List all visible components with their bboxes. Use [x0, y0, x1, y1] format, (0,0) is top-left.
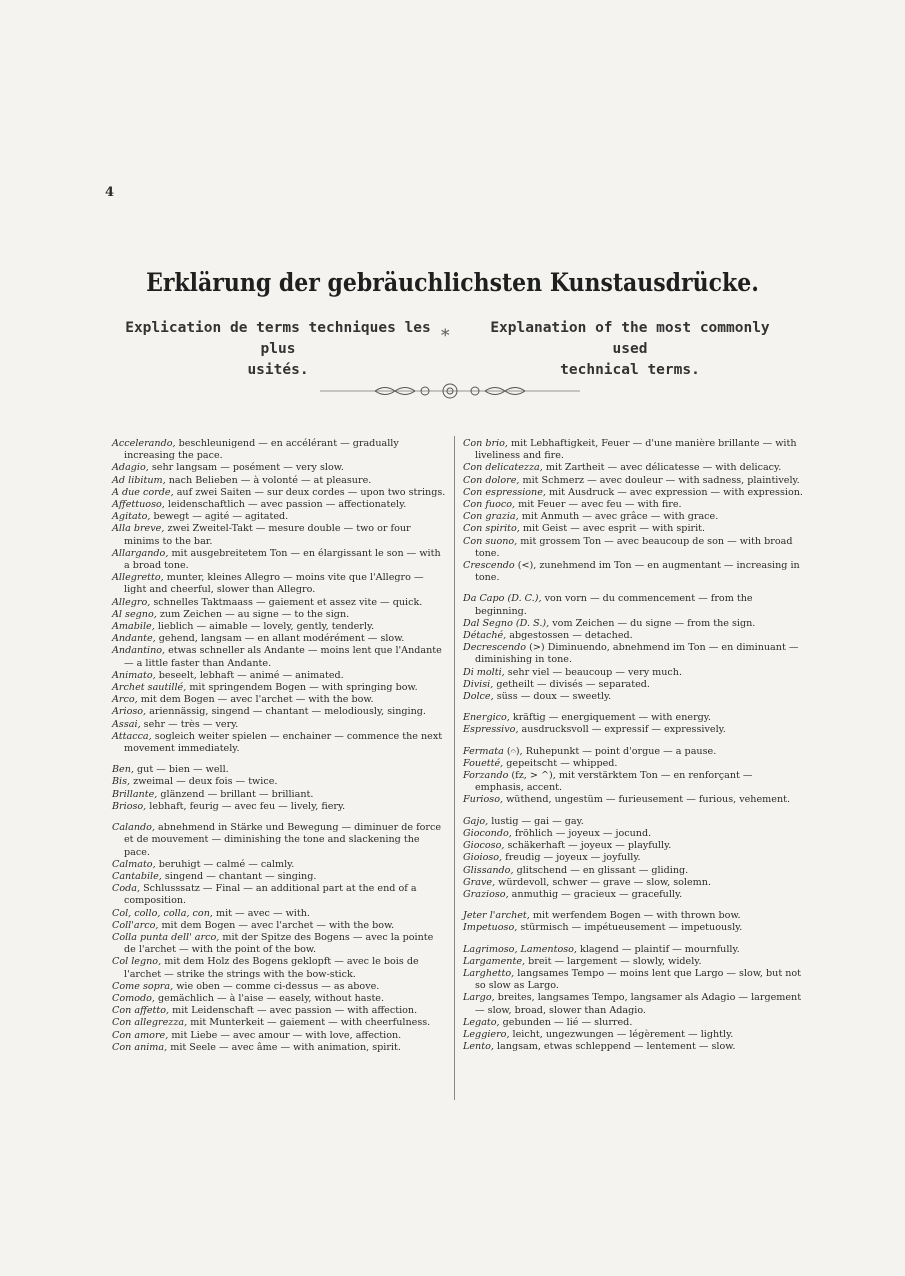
subtitle-english	[470, 318, 790, 381]
glossary-entry	[463, 877, 803, 889]
glossary-entry	[463, 667, 803, 679]
glossary-entry	[112, 1030, 446, 1042]
glossary-definition: mit Schmerz — avec douleur — with sadness, plaintively.	[519, 474, 800, 486]
glossary-term: Divisi,	[463, 678, 494, 690]
glossary-definition: langsames Tempo — moins lent que Largo — slow, but not so slow as Largo.	[475, 967, 802, 992]
glossary-entry	[112, 499, 446, 511]
glossary-definition: gut — bien — well.	[133, 764, 229, 776]
glossary-term: Di molti,	[463, 666, 505, 678]
glossary-term: Grazioso,	[463, 888, 509, 900]
glossary-definition: beschleunigend — en accélérant — gradually increasing the pace.	[124, 438, 399, 462]
glossary-entry	[463, 758, 803, 770]
glossary-definition: mit — avec — with.	[212, 907, 310, 919]
glossary-definition: wüthend, ungestüm — furieusement — furious, vehement.	[503, 794, 791, 806]
glossary-term: Fermata	[463, 745, 504, 757]
glossary-entry	[463, 992, 803, 1016]
glossary-term: Con amore,	[112, 1029, 169, 1041]
glossary-definition: mit dem Holz des Bogens geklopft — avec le bois de l'archet — strike the strings with the bow-stick.	[124, 956, 419, 980]
glossary-definition: wie oben — comme ci-dessus — as above.	[173, 980, 380, 992]
glossary-term: Amabile,	[112, 621, 155, 633]
glossary-entry	[112, 682, 446, 694]
column-divider	[454, 436, 455, 1100]
glossary-definition: mit Liebe — avec amour — with love, affection.	[168, 1029, 402, 1041]
glossary-definition: zwei Zweitel-Takt — mesure double — two or four minims to the bar.	[124, 523, 411, 547]
glossary-entry	[112, 789, 446, 801]
glossary-term: Col legno,	[112, 956, 162, 968]
glossary-definition: freudig — joyeux — joyfully.	[502, 852, 641, 864]
glossary-term: Forzando	[463, 770, 509, 782]
glossary-group	[112, 438, 446, 755]
glossary-entry	[463, 618, 803, 630]
glossary-entry	[463, 511, 803, 523]
glossary-definition: beruhigt — calmé — calmly.	[155, 858, 295, 870]
glossary-entry	[463, 724, 803, 736]
subtitle-french-line1: Explication de terms techniques les plus	[125, 320, 431, 357]
glossary-group	[463, 712, 803, 736]
glossary-definition: abgestossen — detached.	[506, 630, 633, 642]
glossary-definition: sehr viel — beaucoup — very much.	[504, 666, 683, 678]
glossary-definition: munter, kleines Allegro — moins vite que l'Allegro — light and cheerful, slower than Allegro.	[124, 572, 424, 596]
glossary-entry	[463, 438, 803, 462]
glossary-group	[112, 822, 446, 1054]
glossary-definition: leidenschaftlich — avec passion — affectionately.	[164, 499, 407, 511]
glossary-definition: mit Feuer — avec feu — with fire.	[515, 499, 682, 511]
glossary-entry	[463, 462, 803, 474]
glossary-entry	[112, 523, 446, 547]
glossary-entry	[112, 1017, 446, 1029]
glossary-entry	[112, 572, 446, 596]
glossary-entry	[463, 840, 803, 852]
glossary-entry	[463, 630, 803, 642]
glossary-entry	[463, 1041, 803, 1053]
glossary-term: Allegretto,	[112, 572, 164, 584]
glossary-group	[463, 816, 803, 901]
glossary-definition: mit Zartheit — avec délicatesse — with delicacy.	[542, 462, 782, 474]
glossary-definition: sogleich weiter spielen — enchainer — commence the next movement immediately.	[124, 730, 443, 755]
glossary-entry	[112, 822, 446, 859]
glossary-entry	[112, 487, 446, 499]
glossary-definition: stürmisch — impétueusement — impetuously.	[517, 922, 743, 934]
glossary-term: Coll'arco,	[112, 919, 159, 931]
glossary-term: Espressivo,	[463, 724, 519, 736]
glossary-term: Jeter l'archet,	[463, 910, 530, 922]
glossary-term: Col, collo, colla, con,	[112, 907, 213, 919]
glossary-definition: beseelt, lebhaft — animé — animated.	[155, 669, 344, 681]
glossary-term: Legato,	[463, 1016, 500, 1028]
glossary-entry	[463, 968, 803, 992]
glossary-term: Furioso,	[463, 794, 504, 806]
glossary-definition: gehend, langsam — en allant modérément — slow.	[155, 633, 405, 645]
glossary-term: Con allegrezza,	[112, 1017, 188, 1029]
glossary-entry	[112, 462, 446, 474]
glossary-group	[463, 944, 803, 1054]
glossary-definition: schnelles Taktmaass — gaiement et assez vite — quick.	[150, 596, 423, 608]
glossary-term: Con affetto,	[112, 1005, 170, 1017]
glossary-definition: zum Zeichen — au signe — to the sign.	[156, 608, 350, 620]
glossary-entry	[463, 487, 803, 499]
glossary-entry	[112, 670, 446, 682]
glossary-term: Leggiero,	[463, 1028, 510, 1040]
glossary-term: Coda,	[112, 883, 141, 895]
glossary-term: Brillante,	[112, 788, 158, 800]
glossary-definition: lieblich — aimable — lovely, gently, tenderly.	[154, 621, 375, 633]
glossary-entry	[463, 816, 803, 828]
glossary-definition: fröhlich — joyeux — jocund.	[511, 827, 652, 839]
glossary-definition: mit Munterkeit — gaiement — with cheerfulness.	[187, 1017, 431, 1029]
glossary-term: Allargando,	[112, 547, 169, 559]
glossary-definition: breit — largement — slowly, widely.	[525, 955, 702, 967]
glossary-definition: mit springendem Bogen — with springing bow.	[186, 682, 418, 694]
glossary-term: Gioioso,	[463, 852, 503, 864]
glossary-definition: (𝄐), Ruhepunkt — point d'orgue — a pause.	[503, 745, 717, 757]
glossary-entry	[463, 499, 803, 511]
glossary-definition: klagend — plaintif — mournfully.	[576, 943, 740, 955]
glossary-definition: singend — chantant — singing.	[161, 870, 317, 882]
glossary-term: Larghetto,	[463, 967, 515, 979]
glossary-definition: anmuthig — gracieux — gracefully.	[508, 888, 683, 900]
glossary-definition: sehr langsam — posément — very slow.	[148, 462, 344, 474]
glossary-term: Lagrimoso, Lamentoso,	[463, 943, 577, 955]
glossary-entry	[463, 712, 803, 724]
glossary-definition: Schlusssatz — Final — an additional part at the end of a composition.	[124, 883, 417, 907]
glossary-entry	[463, 956, 803, 968]
glossary-entry	[112, 621, 446, 633]
ornament-divider-icon	[320, 378, 580, 404]
glossary-entry	[463, 889, 803, 901]
glossary-entry	[463, 794, 803, 806]
glossary-group	[112, 764, 446, 813]
glossary-entry	[463, 560, 803, 584]
glossary-definition: mit ausgebreitetem Ton — en élargissant le son — with a broad tone.	[124, 547, 441, 572]
glossary-term: Dal Segno (D. S.),	[463, 617, 550, 629]
glossary-entry	[112, 1005, 446, 1017]
glossary-entry	[112, 719, 446, 731]
glossary-definition: süss — doux — sweetly.	[493, 691, 612, 703]
glossary-group	[463, 910, 803, 934]
glossary-definition: mit Leidenschaft — avec passion — with affection.	[169, 1005, 418, 1017]
glossary-group	[463, 746, 803, 807]
glossary-entry	[112, 908, 446, 920]
glossary-entry	[112, 883, 446, 907]
glossary-definition: mit Ausdruck — avec expression — with expression.	[545, 486, 803, 498]
glossary-entry	[463, 922, 803, 934]
glossary-definition: ariennässig, singend — chantant — melodiously, singing.	[146, 706, 426, 718]
glossary-entry	[463, 523, 803, 535]
glossary-term: Comodo,	[112, 992, 155, 1004]
glossary-entry	[112, 645, 446, 669]
glossary-definition: mit Seele — avec âme — with animation, spirit.	[167, 1041, 401, 1053]
glossary-definition: lustig — gai — gay.	[488, 815, 584, 827]
separator-star-icon: *	[441, 326, 450, 346]
glossary-term: Bis,	[112, 776, 131, 788]
glossary-entry	[112, 871, 446, 883]
glossary-term: Con brio,	[463, 438, 508, 449]
right-column	[463, 438, 803, 1062]
glossary-entry	[463, 944, 803, 956]
glossary-term: Con espressione,	[463, 486, 546, 498]
glossary-definition: kräftig — energiquement — with energy.	[509, 712, 711, 724]
glossary-term: Agitato,	[112, 511, 151, 523]
glossary-entry	[112, 731, 446, 755]
glossary-term: Crescendo	[463, 560, 515, 572]
glossary-definition: würdevoll, schwer — grave — slow, solemn.	[495, 876, 711, 888]
glossary-definition: (<), zunehmend im Ton — en augmentant — increasing in tone.	[475, 560, 800, 584]
glossary-entry	[112, 633, 446, 645]
glossary-definition: nach Belieben — à volonté — at pleasure.	[165, 474, 372, 486]
glossary-definition: ausdrucksvoll — expressif — expressively.	[518, 724, 726, 736]
glossary-entry	[463, 1029, 803, 1041]
glossary-term: Adagio,	[112, 462, 149, 474]
glossary-entry	[112, 706, 446, 718]
glossary-entry	[463, 828, 803, 840]
glossary-group	[463, 593, 803, 703]
glossary-definition: von vorn — du commencement — from the beginning.	[475, 593, 753, 617]
glossary-entry	[463, 642, 803, 666]
glossary-term: Arioso,	[112, 706, 147, 718]
glossary-entry	[463, 593, 803, 617]
glossary-entry	[463, 910, 803, 922]
glossary-entry	[463, 1017, 803, 1029]
glossary-entry	[112, 475, 446, 487]
glossary-definition: mit werfendem Bogen — with thrown bow.	[529, 910, 741, 922]
glossary-entry	[463, 691, 803, 703]
glossary-term: Dolce,	[463, 691, 494, 703]
glossary-term: Glissando,	[463, 864, 514, 876]
glossary-term: Affettuoso,	[112, 499, 165, 511]
glossary-term: Con spirito,	[463, 523, 520, 535]
glossary-term: Colla punta dell' arco,	[112, 931, 220, 943]
glossary-definition: etwas schneller als Andante — moins lent que l'Andante — a little faster than Andante.	[124, 645, 442, 669]
glossary-term: Con grazia,	[463, 511, 519, 523]
glossary-definition: bewegt — agité — agitated.	[150, 511, 289, 523]
glossary-term: Giocondo,	[463, 827, 512, 839]
glossary-entry	[112, 694, 446, 706]
glossary-term: Accelerando,	[112, 438, 176, 449]
left-column	[112, 438, 446, 1063]
glossary-term: Calmato,	[112, 858, 156, 870]
glossary-entry	[463, 746, 803, 758]
glossary-term: Arco,	[112, 694, 138, 706]
subtitle-french	[118, 318, 438, 381]
glossary-definition: mit Geist — avec esprit — with spirit.	[519, 523, 706, 535]
glossary-term: Allegro,	[112, 596, 151, 608]
glossary-term: Détaché,	[463, 630, 507, 642]
glossary-entry	[112, 764, 446, 776]
glossary-term: Lento,	[463, 1041, 494, 1053]
glossary-definition: zweimal — deux fois — twice.	[130, 776, 278, 788]
glossary-definition: langsam, etwas schleppend — lentement — slow.	[493, 1041, 736, 1053]
glossary-term: Attacca,	[112, 730, 152, 742]
glossary-term: Gajo,	[463, 815, 489, 827]
glossary-entry	[112, 1042, 446, 1054]
glossary-definition: leicht, ungezwungen — légèrement — lightly.	[509, 1028, 734, 1040]
glossary-term: Largo,	[463, 992, 495, 1004]
glossary-entry	[112, 801, 446, 813]
glossary-definition: mit grossem Ton — avec beaucoup de son — with broad tone.	[475, 535, 793, 559]
glossary-entry	[112, 920, 446, 932]
glossary-entry	[112, 993, 446, 1005]
page-number: 4	[105, 185, 115, 200]
glossary-definition: vom Zeichen — du signe — from the sign.	[549, 617, 756, 629]
glossary-term: Archet sautillé,	[112, 682, 187, 694]
glossary-term: Come sopra,	[112, 980, 174, 992]
glossary-term: Calando,	[112, 822, 155, 834]
glossary-term: Energico,	[463, 712, 510, 724]
glossary-entry	[112, 438, 446, 462]
glossary-term: Andante,	[112, 633, 156, 645]
glossary-term: Giocoso,	[463, 840, 505, 852]
glossary-term: Con delicatezza,	[463, 462, 543, 474]
glossary-entry	[112, 776, 446, 788]
glossary-entry	[463, 865, 803, 877]
glossary-definition: schäkerhaft — joyeux — playfully.	[504, 840, 672, 852]
subtitle-english-line1: Explanation of the most commonly used	[490, 320, 770, 357]
glossary-term: Cantabile,	[112, 870, 162, 882]
subtitle-french-line2: usités.	[247, 362, 309, 378]
glossary-entry	[112, 859, 446, 871]
glossary-entry	[463, 536, 803, 560]
glossary-definition: auf zwei Saiten — sur deux cordes — upon two strings.	[173, 486, 446, 498]
glossary-definition: lebhaft, feurig — avec feu — lively, fiery.	[146, 800, 346, 812]
glossary-definition: getheilt — divisés — separated.	[493, 678, 650, 690]
glossary-entry	[112, 956, 446, 980]
glossary-entry	[112, 981, 446, 993]
glossary-definition: mit Lebhaftigkeit, Feuer — d'une manière brillante — with liveliness and fire.	[475, 438, 797, 462]
subtitle-english-line2: technical terms.	[560, 362, 700, 378]
page-title: Erklärung der gebräuchlichsten Kunstausdrücke.	[146, 268, 759, 297]
glossary-definition: glänzend — brillant — brilliant.	[157, 788, 314, 800]
glossary-definition: (fz, > ^), mit verstärktem Ton — en renforçant — emphasis, accent.	[475, 770, 753, 794]
glossary-entry	[112, 548, 446, 572]
glossary-definition: mit dem Bogen — avec l'archet — with the bow.	[158, 919, 395, 931]
glossary-term: Con fuoco,	[463, 499, 516, 511]
glossary-entry	[112, 597, 446, 609]
glossary-definition: mit Anmuth — avec grâce — with grace.	[518, 511, 719, 523]
glossary-term: Con anima,	[112, 1041, 168, 1053]
glossary-definition: gepeitscht — whipped.	[503, 757, 618, 769]
glossary-entry	[112, 609, 446, 621]
glossary-term: Animato,	[112, 669, 156, 681]
glossary-term: Brioso,	[112, 800, 147, 812]
glossary-definition: gebunden — lié — slurred.	[499, 1016, 633, 1028]
glossary-entry	[112, 932, 446, 956]
glossary-term: Da Capo (D. C.),	[463, 593, 542, 605]
glossary-group	[463, 438, 803, 584]
glossary-entry	[112, 511, 446, 523]
glossary-term: Decrescendo	[463, 642, 527, 654]
glossary-term: Fouetté,	[463, 757, 504, 769]
glossary-definition: gemächlich — à l'aise — easely, without haste.	[154, 992, 385, 1004]
glossary-term: Impetuoso,	[463, 922, 518, 934]
glossary-term: A due corde,	[112, 486, 174, 498]
glossary-entry	[463, 679, 803, 691]
glossary-term: Al segno,	[112, 608, 157, 620]
glossary-term: Largamente,	[463, 955, 526, 967]
glossary-entry	[463, 475, 803, 487]
glossary-definition: mit der Spitze des Bogens — avec la pointe de l'archet — with the point of the bow.	[124, 931, 434, 956]
glossary-term: Con suono,	[463, 535, 518, 547]
glossary-definition: abnehmend in Stärke und Bewegung — diminuer de force et de mouvement — diminishing the tone and slackening the pace.	[124, 822, 442, 858]
glossary-definition: glitschend — en glissant — gliding.	[513, 864, 689, 876]
glossary-definition: sehr — très — very.	[140, 718, 239, 730]
glossary-definition: mit dem Bogen — avec l'archet — with the bow.	[137, 694, 374, 706]
glossary-term: Grave,	[463, 876, 496, 888]
glossary-term: Assai,	[112, 718, 141, 730]
glossary-term: Ben,	[112, 764, 134, 776]
glossary-definition: breites, langsames Tempo, langsamer als Adagio — largement — slow, broad, slower than Adagio.	[475, 992, 802, 1016]
glossary-entry	[463, 770, 803, 794]
glossary-term: Alla breve,	[112, 523, 165, 535]
glossary-entry	[463, 852, 803, 864]
glossary-definition: (>) Diminuendo, abnehmend im Ton — en diminuant — diminishing in tone.	[475, 642, 799, 666]
glossary-term: Andantino,	[112, 645, 166, 657]
glossary-term: Con dolore,	[463, 474, 520, 486]
glossary-term: Ad libitum,	[112, 474, 166, 486]
